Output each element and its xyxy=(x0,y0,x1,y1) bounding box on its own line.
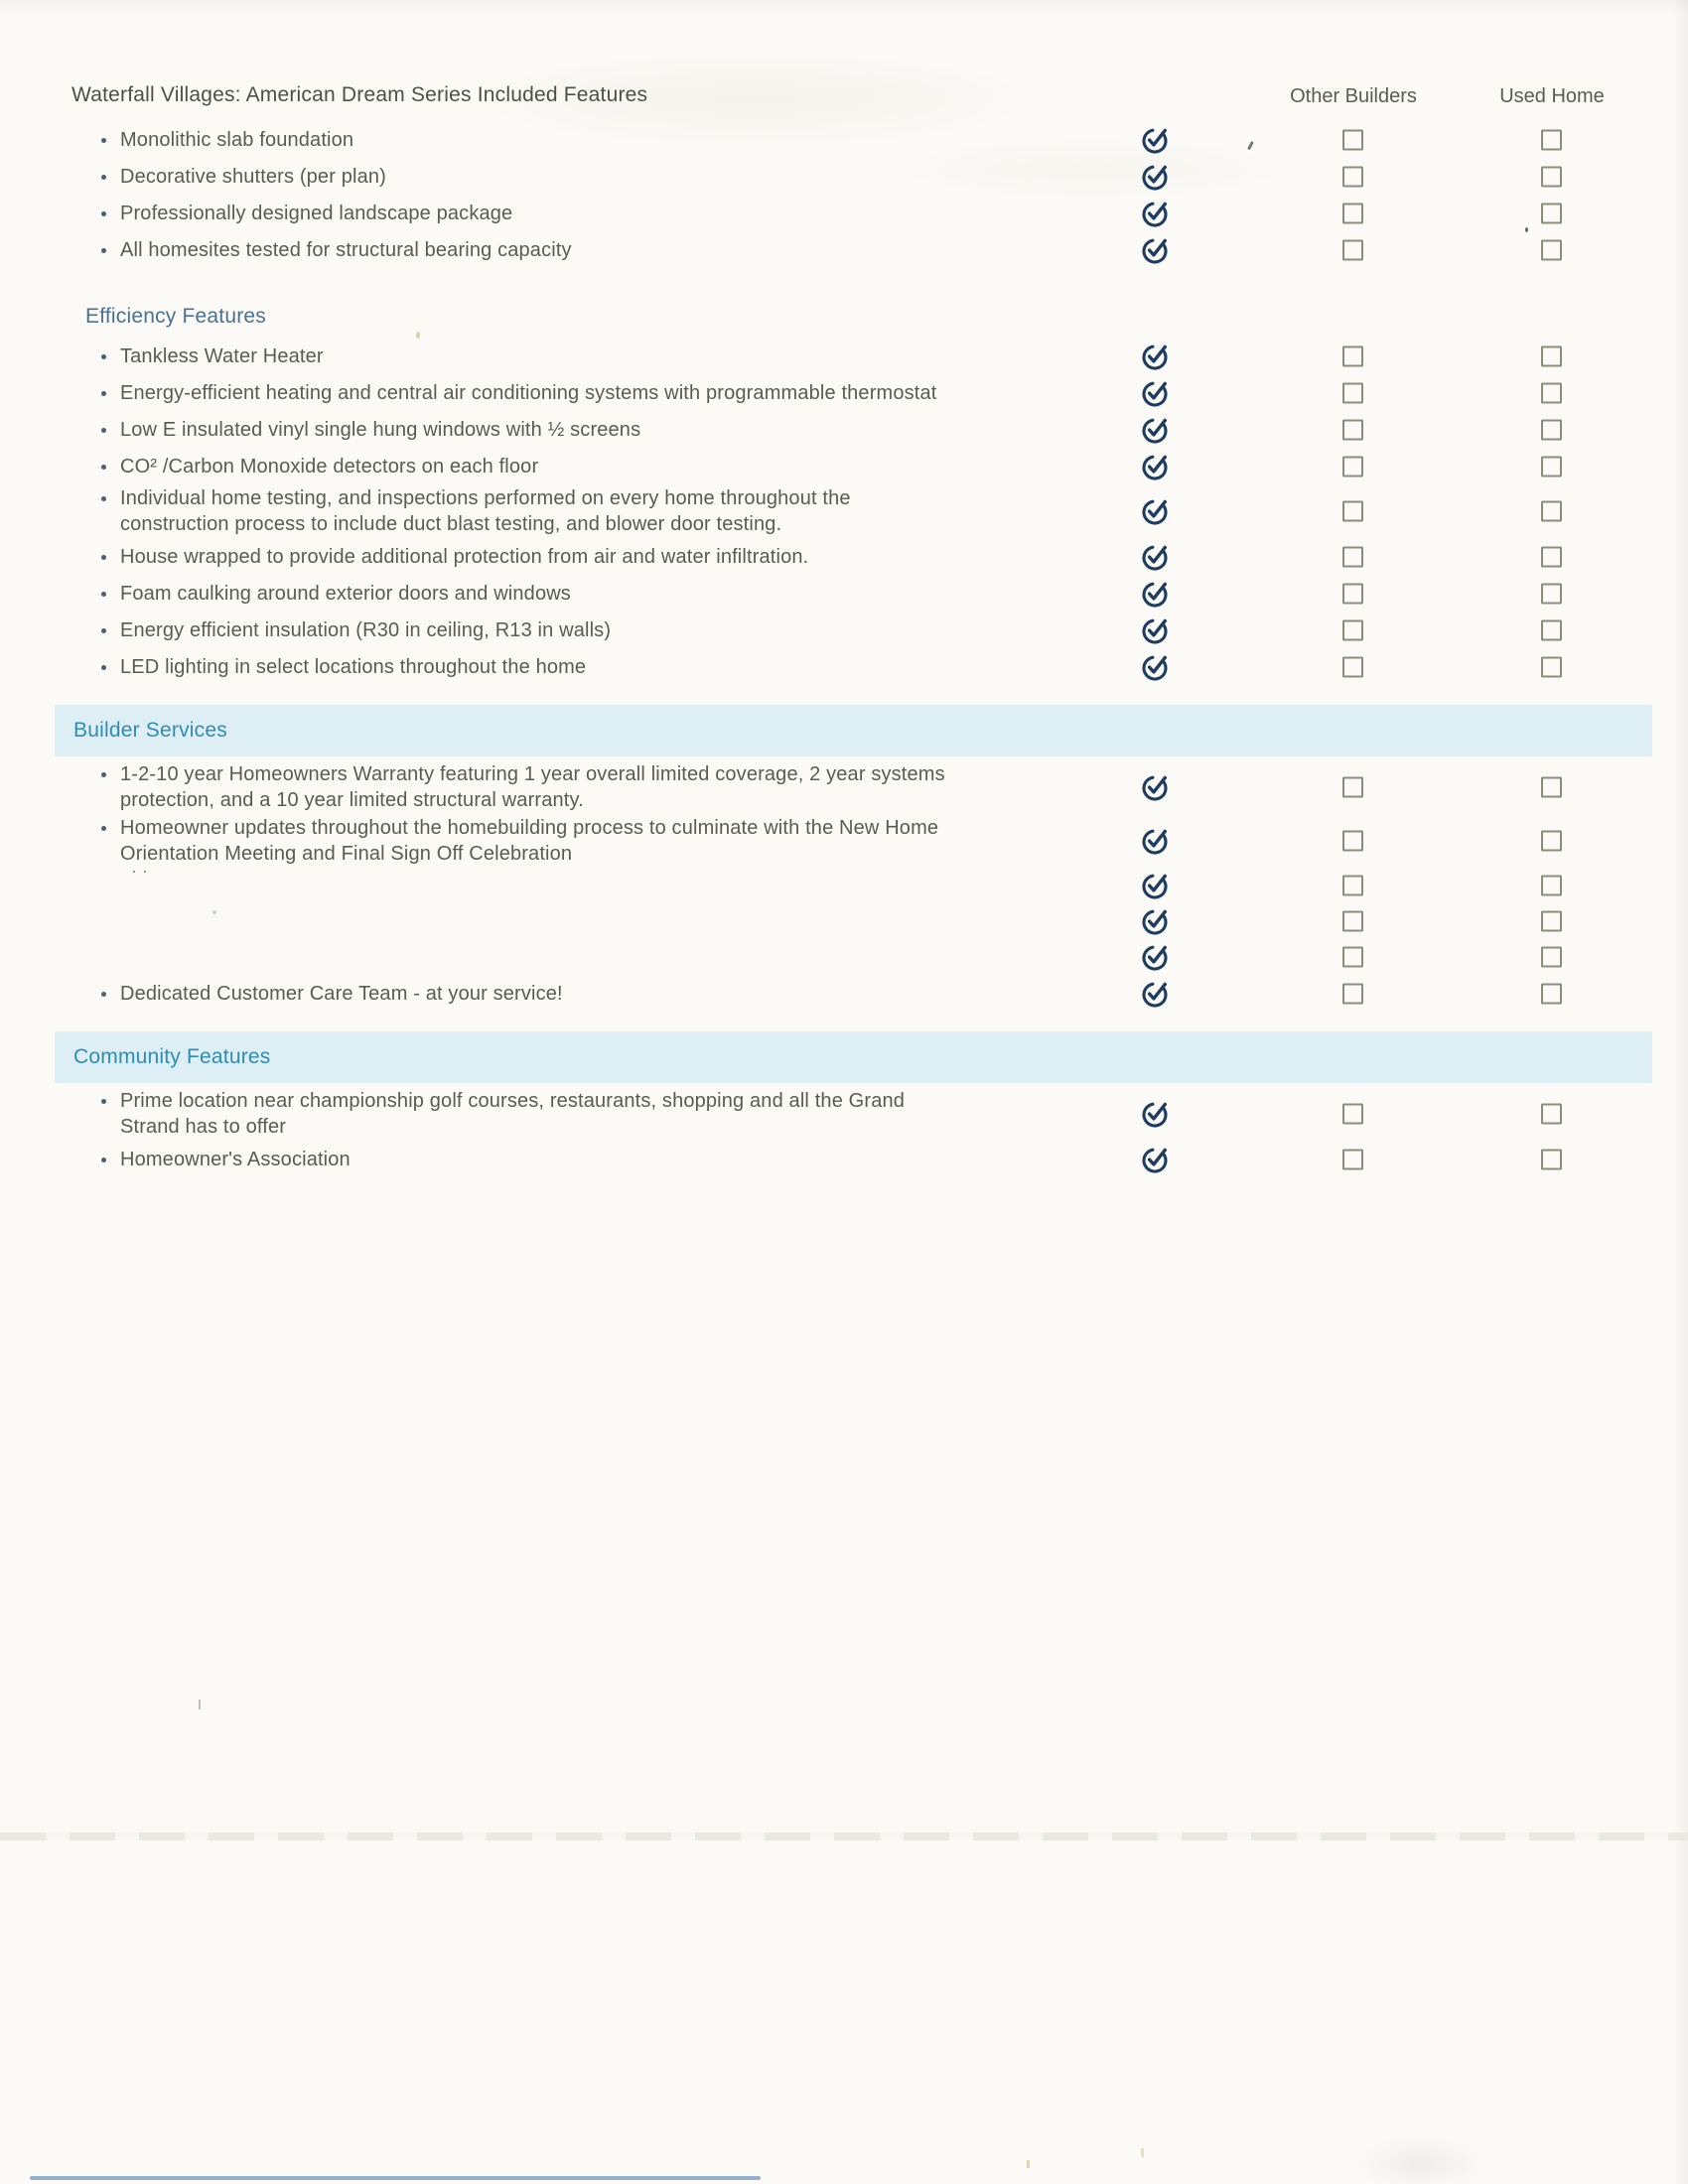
bullet-dot xyxy=(101,175,106,180)
used-home-checkbox[interactable] xyxy=(1541,831,1562,852)
other-builders-checkbox[interactable] xyxy=(1342,166,1363,187)
feature-row xyxy=(0,814,1688,868)
bullet-dot xyxy=(101,428,106,433)
feature-row xyxy=(0,448,1688,484)
included-check-icon xyxy=(1140,772,1171,803)
used-home-checkbox[interactable] xyxy=(1541,876,1562,896)
used-home-checkbox[interactable] xyxy=(1541,656,1562,677)
feature-text-line: protection, and a 10 year limited structural warranty. xyxy=(120,789,584,811)
other-builders-checkbox[interactable] xyxy=(1342,456,1363,477)
feature-text xyxy=(101,201,512,226)
used-home-checkbox[interactable] xyxy=(1541,382,1562,403)
bullet-dot xyxy=(101,248,106,253)
included-check-icon xyxy=(1140,1144,1171,1174)
feature-text xyxy=(101,544,808,570)
included-check-icon xyxy=(1140,942,1171,973)
included-check-icon xyxy=(1140,871,1171,901)
feature-row xyxy=(0,575,1688,612)
bullet-dot xyxy=(101,1099,106,1104)
included-check-icon xyxy=(1140,161,1171,192)
other-builders-checkbox[interactable] xyxy=(1342,876,1363,896)
feature-text xyxy=(101,380,936,406)
section-banner xyxy=(55,705,1652,756)
feature-text-line: Low E insulated vinyl single hung windows with ½ screens xyxy=(120,418,641,441)
included-check-icon xyxy=(1140,451,1171,481)
feature-text xyxy=(101,164,386,190)
used-home-checkbox[interactable] xyxy=(1541,1104,1562,1125)
other-builders-checkbox[interactable] xyxy=(1342,546,1363,567)
feature-text-line: Prime location near championship golf courses, restaurants, shopping and all the Grand xyxy=(120,1090,906,1112)
bullet-dot xyxy=(101,826,106,831)
feature-text-line: House wrapped to provide additional protection from air and water infiltration. xyxy=(120,545,809,568)
feature-text-line: LED lighting in select locations throughout the home xyxy=(120,655,587,678)
other-builders-checkbox[interactable] xyxy=(1342,983,1363,1004)
feature-text xyxy=(101,761,945,813)
feature-text xyxy=(101,343,324,369)
feature-row xyxy=(0,158,1688,195)
used-home-checkbox[interactable] xyxy=(1541,203,1562,223)
feature-row xyxy=(0,868,1688,903)
feature-row xyxy=(0,939,1688,975)
used-home-checkbox[interactable] xyxy=(1541,501,1562,522)
feature-text-line: All homesites tested for structural bearing capacity xyxy=(120,238,572,261)
included-check-icon xyxy=(1140,826,1171,857)
other-builders-checkbox[interactable] xyxy=(1342,129,1363,150)
bullet-dot xyxy=(101,555,106,560)
scan-artifact xyxy=(1141,2148,1144,2157)
feature-text-line: CO² /Carbon Monoxide detectors on each floor xyxy=(120,455,539,478)
included-check-icon xyxy=(1140,978,1171,1009)
included-check-icon xyxy=(1140,1099,1171,1130)
feature-text xyxy=(101,654,586,680)
feature-text xyxy=(101,127,353,153)
feature-row xyxy=(0,760,1688,814)
feature-text-line: Homeowner updates throughout the homebuilding process to culminate with the New Home xyxy=(120,817,939,839)
bullet-dot xyxy=(101,138,106,143)
feature-text xyxy=(101,617,611,643)
used-home-checkbox[interactable] xyxy=(1541,239,1562,260)
bullet-dot xyxy=(101,992,106,997)
feature-text xyxy=(101,581,571,607)
other-builders-checkbox[interactable] xyxy=(1342,203,1363,223)
included-check-icon xyxy=(1140,496,1171,527)
feature-sections xyxy=(0,121,1688,1177)
section-banner xyxy=(55,1031,1652,1083)
used-home-checkbox[interactable] xyxy=(1541,419,1562,440)
feature-row xyxy=(0,1087,1688,1141)
included-check-icon xyxy=(1140,377,1171,408)
section-header: Community Features xyxy=(73,1045,271,1068)
column-header-used-home: Used Home xyxy=(1499,85,1605,107)
bullet-dot xyxy=(101,665,106,670)
feature-text xyxy=(101,981,563,1007)
included-check-icon xyxy=(1140,578,1171,609)
document-title: Waterfall Villages: American Dream Series Included Features xyxy=(71,83,648,106)
feature-row xyxy=(0,484,1688,538)
feature-text-line: construction process to include duct blast testing, and blower door testing. xyxy=(120,513,782,535)
used-home-checkbox[interactable] xyxy=(1541,911,1562,932)
other-builders-checkbox[interactable] xyxy=(1342,656,1363,677)
feature-text-line: Tankless Water Heater xyxy=(120,344,324,367)
bullet-dot xyxy=(101,772,106,777)
included-check-icon xyxy=(1140,414,1171,445)
feature-text-line: Decorative shutters (per plan) xyxy=(120,165,386,188)
included-check-icon xyxy=(1140,541,1171,572)
used-home-checkbox[interactable] xyxy=(1541,345,1562,366)
bullet-dot xyxy=(101,354,106,359)
feature-text-line: Individual home testing, and inspections performed on every home throughout the xyxy=(120,487,851,509)
feature-text-line: Dedicated Customer Care Team - at your service! xyxy=(120,982,563,1005)
other-builders-checkbox[interactable] xyxy=(1342,777,1363,798)
feature-row xyxy=(0,975,1688,1012)
included-check-icon xyxy=(1140,906,1171,937)
used-home-checkbox[interactable] xyxy=(1541,546,1562,567)
used-home-checkbox[interactable] xyxy=(1541,983,1562,1004)
feature-row xyxy=(0,538,1688,575)
feature-text-line: Orientation Meeting and Final Sign Off Celebration xyxy=(120,843,573,865)
used-home-checkbox[interactable] xyxy=(1541,1149,1562,1169)
bullet-dot xyxy=(101,1158,106,1162)
feature-row xyxy=(0,121,1688,158)
other-builders-checkbox[interactable] xyxy=(1342,501,1363,522)
included-check-icon xyxy=(1140,341,1171,371)
feature-text-line: Homeowner's Association xyxy=(120,1148,351,1170)
scan-artifact xyxy=(199,1700,201,1709)
feature-text xyxy=(101,485,851,537)
column-header-other-builders: Other Builders xyxy=(1290,85,1417,107)
bullet-dot xyxy=(101,496,106,501)
bullet-dot xyxy=(101,211,106,216)
feature-row xyxy=(0,231,1688,268)
feature-row xyxy=(0,648,1688,685)
bullet-dot xyxy=(101,628,106,633)
scan-artifact xyxy=(30,2176,761,2180)
other-builders-checkbox[interactable] xyxy=(1342,345,1363,366)
feature-text xyxy=(101,454,538,479)
feature-row xyxy=(0,338,1688,374)
feature-text xyxy=(101,1147,351,1172)
feature-text xyxy=(101,1088,905,1140)
feature-row xyxy=(0,612,1688,648)
other-builders-checkbox[interactable] xyxy=(1342,239,1363,260)
feature-text xyxy=(101,237,572,263)
feature-text-line: Foam caulking around exterior doors and windows xyxy=(120,582,571,605)
section-header: Efficiency Features xyxy=(85,305,266,328)
included-check-icon xyxy=(1140,198,1171,228)
used-home-checkbox[interactable] xyxy=(1541,947,1562,968)
feature-text-line: Strand has to offer xyxy=(120,1116,287,1138)
used-home-checkbox[interactable] xyxy=(1541,456,1562,477)
feature-row xyxy=(0,195,1688,231)
other-builders-checkbox[interactable] xyxy=(1342,911,1363,932)
scan-artifact xyxy=(0,1833,1688,1841)
other-builders-checkbox[interactable] xyxy=(1342,583,1363,604)
other-builders-checkbox[interactable] xyxy=(1342,1149,1363,1169)
used-home-checkbox[interactable] xyxy=(1541,129,1562,150)
feature-text-line: Monolithic slab foundation xyxy=(120,128,354,151)
other-builders-checkbox[interactable] xyxy=(1342,619,1363,640)
scan-artifact xyxy=(1027,2160,1030,2168)
used-home-checkbox[interactable] xyxy=(1541,166,1562,187)
section-header: Builder Services xyxy=(73,719,227,742)
used-home-checkbox[interactable] xyxy=(1541,619,1562,640)
feature-row xyxy=(0,1141,1688,1177)
bullet-dot xyxy=(101,391,106,396)
feature-row xyxy=(0,903,1688,939)
included-check-icon xyxy=(1140,124,1171,155)
other-builders-checkbox[interactable] xyxy=(1342,419,1363,440)
feature-row xyxy=(0,411,1688,448)
feature-text-line: Energy-efficient heating and central air conditioning systems with programmable thermostat xyxy=(120,381,937,404)
included-check-icon xyxy=(1140,234,1171,265)
other-builders-checkbox[interactable] xyxy=(1342,382,1363,403)
other-builders-checkbox[interactable] xyxy=(1342,831,1363,852)
included-check-icon xyxy=(1140,614,1171,645)
included-check-icon xyxy=(1140,651,1171,682)
feature-text xyxy=(101,417,640,443)
feature-row xyxy=(0,374,1688,411)
bullet-dot xyxy=(101,592,106,597)
other-builders-checkbox[interactable] xyxy=(1342,1104,1363,1125)
other-builders-checkbox[interactable] xyxy=(1342,947,1363,968)
feature-text xyxy=(101,815,938,867)
feature-text-line: Professionally designed landscape package xyxy=(120,202,513,224)
feature-text-line: 1-2-10 year Homeowners Warranty featuring 1 year overall limited coverage, 2 year systems xyxy=(120,763,945,785)
feature-text-line: Energy efficient insulation (R30 in ceiling, R13 in walls) xyxy=(120,618,612,641)
used-home-checkbox[interactable] xyxy=(1541,777,1562,798)
used-home-checkbox[interactable] xyxy=(1541,583,1562,604)
bullet-dot xyxy=(101,465,106,470)
